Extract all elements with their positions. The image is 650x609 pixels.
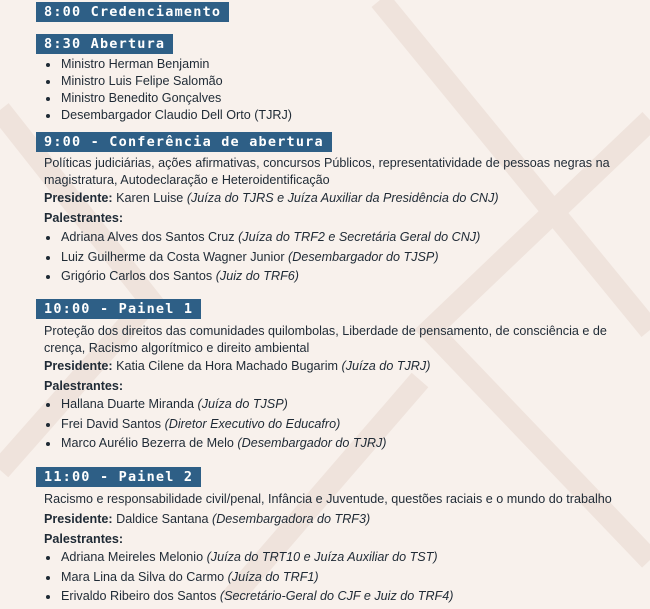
speakers-label: Palestrantes: <box>44 379 124 393</box>
section-header-conferencia: 9:00 - Conferência de abertura <box>36 132 332 152</box>
president-role: (Desembargadora do TRF3) <box>212 512 371 526</box>
section-header-credenciamento: 8:00 Credenciamento <box>36 2 229 22</box>
speakers-label: Palestrantes: <box>44 211 124 225</box>
speaker-item: Erivaldo Ribeiro dos Santos (Secretário-Geral do CJF e Juiz do TRF4) <box>44 589 453 609</box>
speaker-item: Adriana Meireles Melonio (Juíza do TRT10 e Juíza Auxiliar do TST) <box>44 550 453 570</box>
speaker-item: Luiz Guilherme da Costa Wagner Junior (Desembargador do TJSP) <box>44 250 480 270</box>
president-line <box>44 358 430 374</box>
speaker-item: Mara Lina da Silva do Carmo (Juíza do TRF1) <box>44 570 453 590</box>
president-name: Katia Cilene da Hora Machado Bugarim <box>116 359 339 373</box>
president-role: (Juíza do TJRJ) <box>341 359 431 373</box>
list-item: Ministro Luis Felipe Salomão <box>44 74 292 91</box>
section-description: Proteção dos direitos das comunidades quilombolas, Liberdade de pensamento, de consciência e de crença, Racismo algorítmico e direito ambiental <box>44 324 607 355</box>
speaker-item: Grigório Carlos dos Santos (Juiz do TRF6) <box>44 269 480 289</box>
speaker-item: Adriana Alves dos Santos Cruz (Juíza do TRF2 e Secretária Geral do CNJ) <box>44 230 480 250</box>
speaker-item: Frei David Santos (Diretor Executivo do Educafro) <box>44 417 386 437</box>
speakers-list <box>44 230 480 289</box>
section-header-painel-2: 11:00 - Painel 2 <box>36 467 201 487</box>
president-label: Presidente: <box>44 191 113 205</box>
speaker-item: Marco Aurélio Bezerra de Melo (Desembargador do TJRJ) <box>44 436 386 456</box>
speaker-item: Hallana Duarte Miranda (Juíza do TJSP) <box>44 397 386 417</box>
president-label: Presidente: <box>44 512 113 526</box>
speakers-list <box>44 397 386 456</box>
section-description: Racismo e responsabilidade civil/penal, Infância e Juventude, questões raciais e o mundo do trabalho <box>44 492 612 506</box>
list-item: Ministro Herman Benjamin <box>44 57 292 74</box>
president-line <box>44 190 499 206</box>
list-item: Desembargador Claudio Dell Orto (TJRJ) <box>44 108 292 125</box>
president-name: Karen Luise <box>116 191 184 205</box>
president-role: (Juíza do TJRS e Juíza Auxiliar da Presidência do CNJ) <box>186 191 499 205</box>
section-header-abertura: 8:30 Abertura <box>36 34 173 54</box>
speakers-label: Palestrantes: <box>44 532 124 546</box>
president-line <box>44 511 370 527</box>
president-label: Presidente: <box>44 359 113 373</box>
abertura-list <box>44 57 292 125</box>
section-header-painel-1: 10:00 - Painel 1 <box>36 299 201 319</box>
section-description: Políticas judiciárias, ações afirmativas, concursos Públicos, representatividade de pessoas negras na magistratura, Autodeclaração e Heteroidentificação <box>44 156 610 187</box>
list-item: Ministro Benedito Gonçalves <box>44 91 292 108</box>
president-name: Daldice Santana <box>116 512 209 526</box>
